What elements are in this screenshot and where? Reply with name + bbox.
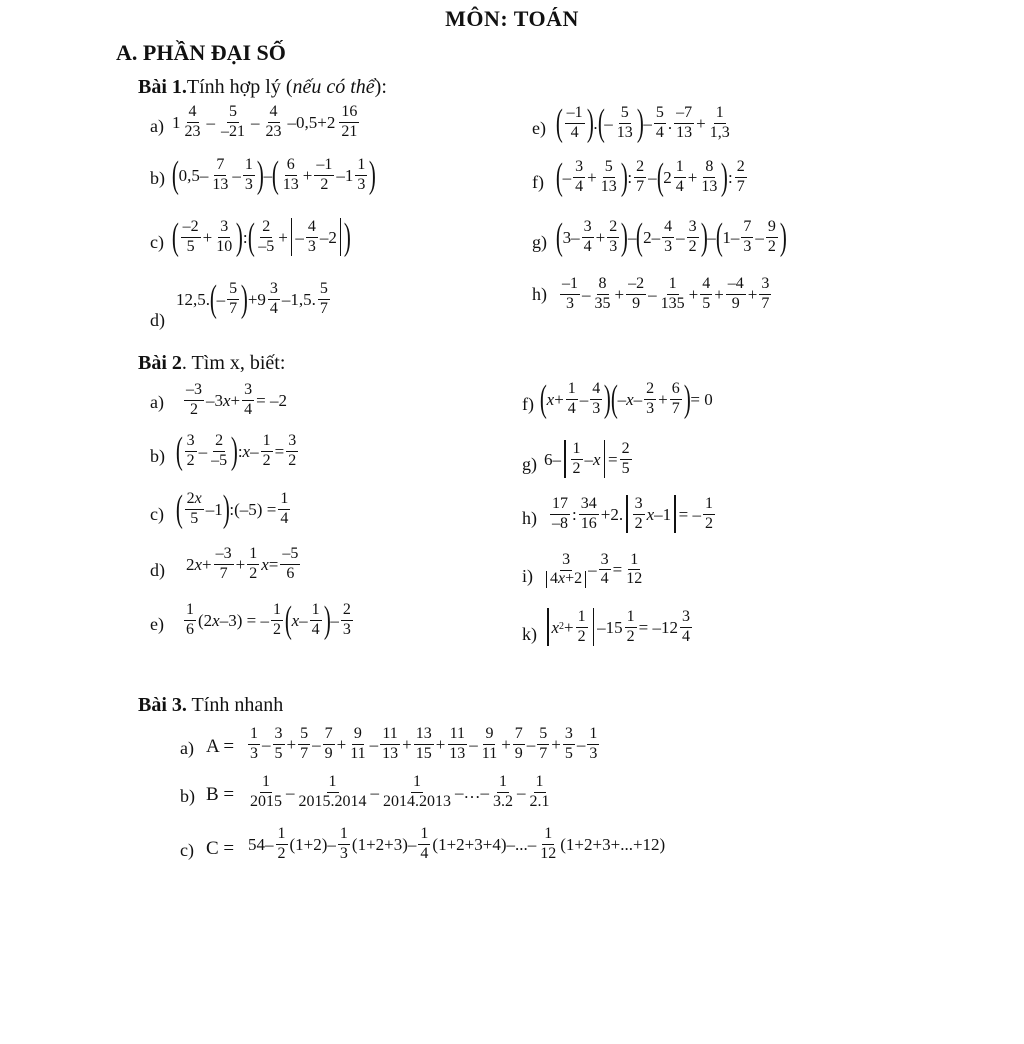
bai1-label-d: d) <box>150 310 165 330</box>
bai2-expr-a: –3 2 –3 x + 3 4 = –2 <box>186 381 287 418</box>
bai1-label-c: c) <box>150 232 164 252</box>
bai3-name-b: B = <box>206 784 235 805</box>
bai1-heading-end: ): <box>374 76 387 98</box>
bai1-expr-e: ( –1 4 ) . ( – 5 13 ) – 5 4 . –7 13 + 1 1,3 <box>555 102 730 144</box>
bai1-label-a: a) <box>150 116 164 136</box>
bai2-expr-d: 2 x + –3 7 + 1 2 x = –5 6 <box>186 545 299 582</box>
bai1-expr-h: –1 3 – 8 35 + –2 9 – 1 135 + 4 5 + –4 9 + 3 7 <box>562 275 770 312</box>
bai1-expr-f: ( – 3 4 + 5 13 ) : 2 7 – ( 2 1 4 + 8 13 ) : 2 7 <box>555 156 745 198</box>
page-title: MÔN: TOÁN <box>445 6 579 31</box>
bai3-expr-a: 1 3 – 3 5 + 5 7 – 7 9 + 9 11 – 11 13 + 13 15 + 11 13 – 9 11 + 7 9 – 5 7 + 3 5 – 1 3 <box>250 725 598 762</box>
bai3-heading-bold: Bài 3. <box>138 694 187 716</box>
bai1-heading-text: Tính hợp lý ( <box>186 76 293 98</box>
bai1-heading-bold: Bài 1. <box>138 76 187 98</box>
bai1-expr-d: 12,5. ( – 5 7 ) +9 3 4 –1,5. 5 7 <box>176 278 328 320</box>
bai3-name-a: A = <box>206 736 235 757</box>
bai1-expr-a: 1 4 23 – 5 –21 – 4 23 –0,5+2 16 21 <box>172 103 358 140</box>
section-heading: A. PHẦN ĐẠI SỐ <box>116 40 286 65</box>
bai3-label-a: a) <box>180 738 194 758</box>
bai1-label-f: f) <box>532 172 544 192</box>
bai2-expr-i: 3 4x+2 – 3 4 = 1 12 <box>544 550 646 588</box>
bai3-label-c: c) <box>180 840 194 860</box>
bai3-name-c: C = <box>206 838 235 859</box>
bai2-expr-g: 6– 1 2 – x = 2 5 <box>544 439 630 477</box>
bai2-label-a: a) <box>150 392 164 412</box>
bai2-expr-c: ( 2x 5 –1 ) :(–5) = 1 4 <box>175 488 289 530</box>
bai1-expr-g: ( 3– 3 4 + 2 3 ) – ( 2– 4 3 – 3 2 ) – ( 1– 7 3 – 9 2 ) <box>555 216 787 258</box>
bai1-label-h: h) <box>532 284 547 304</box>
bai1-expr-c: ( –2 5 + 3 10 ) : ( 2 –5 + – 4 3 –2 ) <box>171 216 352 258</box>
bai2-expr-e: 1 6 (2 x –3) = – 1 2 ( x – 1 4 ) – 2 3 <box>186 599 351 642</box>
bai2-expr-k: x 2 + 1 2 –15 1 2 = –12 3 4 <box>544 608 694 649</box>
bai1-label-e: e) <box>532 118 546 138</box>
bai2-label-e: e) <box>150 614 164 634</box>
bai3-expr-c: 54– 1 2 (1+2)– 1 3 (1+2+3)– 1 4 (1+2+3+4)–...– 1 12 (1+2+3+...+12) <box>248 825 666 862</box>
bai2-expr-b: ( 3 2 – 2 –5 ) : x – 1 2 = 3 2 <box>175 430 297 472</box>
bai2-label-h: h) <box>522 508 537 528</box>
bai3-label-b: b) <box>180 786 195 806</box>
bai2-label-i: i) <box>522 566 533 586</box>
bai2-heading-text: . Tìm x, biết: <box>181 352 286 374</box>
bai2-label-c: c) <box>150 504 164 524</box>
bai3-expr-b: 1 2015 – 1 2015.2014 – 1 2014.2013 –…– 1 3.2 – 1 2.1 <box>250 773 550 810</box>
bai2-heading <box>138 352 285 375</box>
bai2-label-g: g) <box>522 454 537 474</box>
bai1-label-g: g) <box>532 232 547 252</box>
bai3-heading-text: Tính nhanh <box>186 694 284 716</box>
bai2-expr-f: ( x + 1 4 – 4 3 ) ( – x – 2 3 + 6 7 ) = 0 <box>539 378 713 420</box>
bai2-expr-h: 17 –8 : 34 16 +2. 3 2 x –1 = – 1 2 <box>552 495 713 532</box>
bai3-heading <box>138 694 283 717</box>
bai2-label-k: k) <box>522 624 537 644</box>
bai2-label-d: d) <box>150 560 165 580</box>
bai1-heading-italic: nếu có thể <box>292 76 375 98</box>
bai1-expr-b: ( 0,5– 7 13 – 1 3 ) – ( 6 13 + –1 2 –1 1 3 ) <box>171 154 377 196</box>
bai2-label-f: f) <box>522 394 534 414</box>
bai1-label-b: b) <box>150 168 165 188</box>
bai2-label-b: b) <box>150 446 165 466</box>
bai2-heading-bold: Bài 2 <box>138 352 182 374</box>
bai1-heading <box>138 76 387 99</box>
